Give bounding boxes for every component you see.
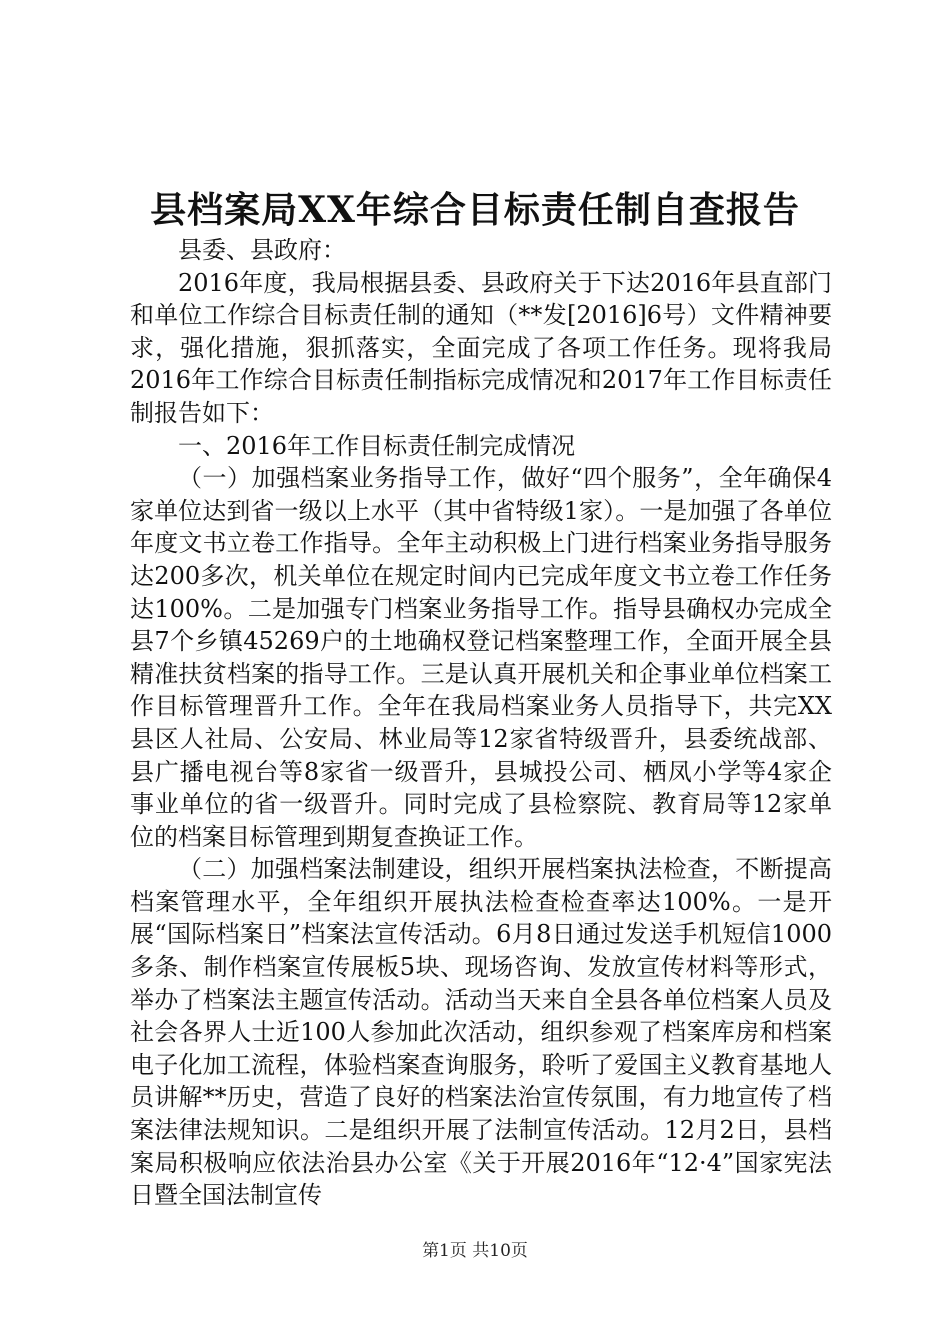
document-body [130,234,832,1212]
page-number-footer: 第1页 共10页 [422,1241,528,1261]
paragraph-intro: 2016年度，我局根据县委、县政府关于下达2016年县直部门和单位工作综合目标责任制的通知（**发[2016]6号）文件精神要求，强化措施，狠抓落实，全面完成了各项工作任务。现将我局2016年工作综合目标责任制指标完成情况和2017年工作目标责任制报告如下： [130,268,832,427]
paragraph-item-1: （一）加强档案业务指导工作，做好“四个服务”，全年确保4家单位达到省一级以上水平（其中省特级1家）。一是加强了各单位年度文书立卷工作指导。全年主动积极上门进行档案业务指导服务达200多次，机关单位在规定时间内已完成年度文书立卷工作任务达100%。二是加强专门档案业务指导工作。指导县确权办完成全县7个乡镇45269户的土地确权登记档案整理工作，全面开展全县精准扶贫档案的指导工作。三是认真开展机关和企事业单位档案工作目标管理晋升工作。全年在我局档案业务人员指导下，共完XX县区人社局、公安局、林业局等12家省特级晋升，县委统战部、县广播电视台等8家省一级晋升，县城投公司、栖凤小学等4家企事业单位的省一级晋升。同时完成了县检察院、教育局等12家单位的档案目标管理到期复查换证工作。 [130,464,832,851]
salutation: 县委、县政府： [178,236,346,264]
section-heading-1: 一、2016年工作目标责任制完成情况 [178,431,576,460]
document-title: 县档案局XX年综合目标责任制自查报告 [150,189,800,231]
paragraph-item-2: （二）加强档案法制建设，组织开展档案执法检查，不断提高档案管理水平，全年组织开展执法检查检查率达100%。一是开展“国际档案日”档案法宣传活动。6月8日通过发送手机短信1000多条、制作档案宣传展板5块、现场咨询、发放宣传材料等形式，举办了档案法主题宣传活动。活动当天来自全县各单位档案人员及社会各界人士近100人参加此次活动，组织参观了档案库房和档案电子化加工流程，体验档案查询服务，聆听了爱国主义教育基地人员讲解**历史，营造了良好的档案法治宣传氛围，有力地宣传了档案法律法规知识。二是组织开展了法制宣传活动。12月2日，县档案局积极响应依法治县办公室《关于开展2016年“12·4”国家宪法日暨全国法制宣传 [130,855,832,1210]
